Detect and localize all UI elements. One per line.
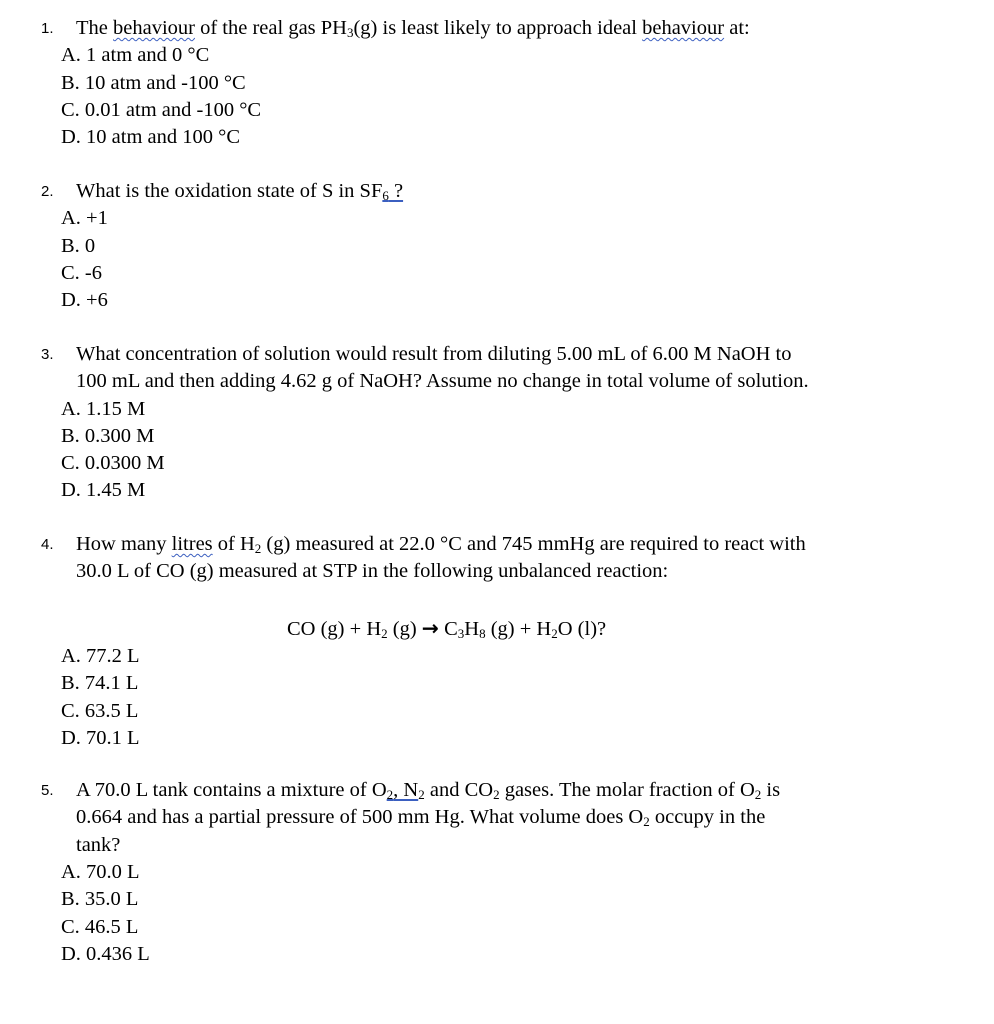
subscript: 2 bbox=[254, 541, 262, 556]
grammar-flag bbox=[382, 180, 403, 202]
equation-text: (g) + H bbox=[485, 618, 552, 640]
chemical-equation bbox=[287, 615, 606, 643]
stem-text: occupy in the bbox=[649, 806, 766, 829]
option-d: D. 1.45 M bbox=[61, 479, 146, 502]
subscript: 8 bbox=[479, 626, 486, 641]
answer-options bbox=[61, 643, 140, 752]
option-a: A. 1.15 M bbox=[61, 397, 146, 420]
option-a: A. 77.2 L bbox=[61, 645, 140, 667]
question-stem bbox=[76, 341, 936, 396]
question-number: 3. bbox=[41, 346, 54, 363]
stem-text: What is the oxidation state of S in SF bbox=[76, 180, 383, 202]
stem-text: of H bbox=[212, 533, 255, 555]
spelling-flag-word: behaviour bbox=[113, 17, 195, 39]
subscript: 6 bbox=[382, 188, 389, 203]
question-stem bbox=[76, 777, 936, 859]
question-number: 2. bbox=[41, 183, 54, 200]
reaction-arrow-icon: → bbox=[421, 616, 439, 640]
equation-text: C bbox=[438, 618, 458, 640]
stem-text: at: bbox=[724, 17, 750, 39]
option-c: C. 0.0300 M bbox=[61, 452, 165, 475]
option-c: C. -6 bbox=[61, 261, 102, 284]
subscript: 2 bbox=[493, 787, 500, 802]
question-stem bbox=[76, 15, 936, 42]
option-d: D. 70.1 L bbox=[61, 726, 140, 749]
option-b: B. 10 atm and -100 °C bbox=[61, 71, 246, 94]
option-d: D. 0.436 L bbox=[61, 942, 150, 965]
stem-line bbox=[76, 531, 936, 558]
subscript: 2 bbox=[551, 626, 558, 641]
stem-text: of the real gas PH bbox=[194, 17, 347, 39]
stem-line bbox=[76, 804, 936, 831]
subscript: 2 bbox=[381, 626, 388, 641]
subscript: 3 bbox=[457, 626, 465, 641]
stem-text: and CO bbox=[424, 779, 494, 801]
stem-text: How many bbox=[76, 533, 172, 555]
stem-line: 100 mL and then adding 4.62 g of NaOH? Assume no change in total volume of solution. bbox=[76, 370, 809, 393]
option-a: A. +1 bbox=[61, 207, 108, 230]
subscript: 2 bbox=[386, 787, 394, 802]
grammar-flag bbox=[387, 779, 419, 801]
spelling-flag-word: litres bbox=[171, 533, 213, 555]
option-b: B. 0 bbox=[61, 234, 96, 257]
equation-text: (g) bbox=[387, 618, 422, 640]
option-d: D. 10 atm and 100 °C bbox=[61, 126, 241, 149]
option-b: B. 0.300 M bbox=[61, 424, 155, 447]
option-c: C. 46.5 L bbox=[61, 915, 139, 938]
equation-text: O (l)? bbox=[557, 618, 607, 640]
stem-text: is bbox=[761, 779, 781, 801]
stem-text: gases. The molar fraction of O bbox=[499, 779, 755, 801]
question-number: 4. bbox=[41, 536, 54, 553]
equation-text: CO (g) + H bbox=[287, 618, 382, 640]
option-c: C. 63.5 L bbox=[61, 699, 139, 722]
spelling-flag-word: behaviour bbox=[642, 17, 725, 39]
answer-options bbox=[61, 42, 261, 151]
option-b: B. 35.0 L bbox=[61, 888, 139, 911]
stem-line: tank? bbox=[76, 833, 121, 856]
subscript: 2 bbox=[754, 787, 762, 802]
answer-options bbox=[61, 205, 108, 314]
stem-text: , N bbox=[393, 779, 419, 801]
question-number: 1. bbox=[41, 20, 54, 37]
option-a: A. 70.0 L bbox=[61, 861, 140, 883]
equation-text: H bbox=[464, 618, 480, 640]
stem-text: (g) measured at 22.0 °C and 745 mmHg are required to react with bbox=[261, 533, 806, 555]
stem-line: What concentration of solution would result from diluting 5.00 mL of 6.00 M NaOH to bbox=[76, 343, 792, 365]
question-stem bbox=[76, 531, 936, 586]
stem-line bbox=[76, 777, 936, 804]
stem-text: ? bbox=[388, 180, 404, 202]
option-c: C. 0.01 atm and -100 °C bbox=[61, 98, 262, 121]
stem-text: The bbox=[76, 17, 113, 39]
stem-line: 30.0 L of CO (g) measured at STP in the following unbalanced reaction: bbox=[76, 560, 669, 583]
stem-text: A 70.0 L tank contains a mixture of O bbox=[76, 779, 387, 801]
option-d: D. +6 bbox=[61, 289, 108, 312]
stem-text: 0.664 and has a partial pressure of 500 mm Hg. What volume does O bbox=[76, 806, 644, 829]
subscript: 2 bbox=[418, 787, 425, 802]
question-stem bbox=[76, 178, 936, 205]
question-number: 5. bbox=[41, 782, 54, 799]
option-b: B. 74.1 L bbox=[61, 672, 139, 695]
subscript: 2 bbox=[643, 814, 650, 830]
option-a: A. 1 atm and 0 °C bbox=[61, 44, 210, 67]
stem-text: (g) is least likely to approach ideal bbox=[353, 17, 643, 39]
subscript: 3 bbox=[346, 25, 354, 40]
answer-options bbox=[61, 859, 150, 968]
answer-options bbox=[61, 396, 165, 505]
